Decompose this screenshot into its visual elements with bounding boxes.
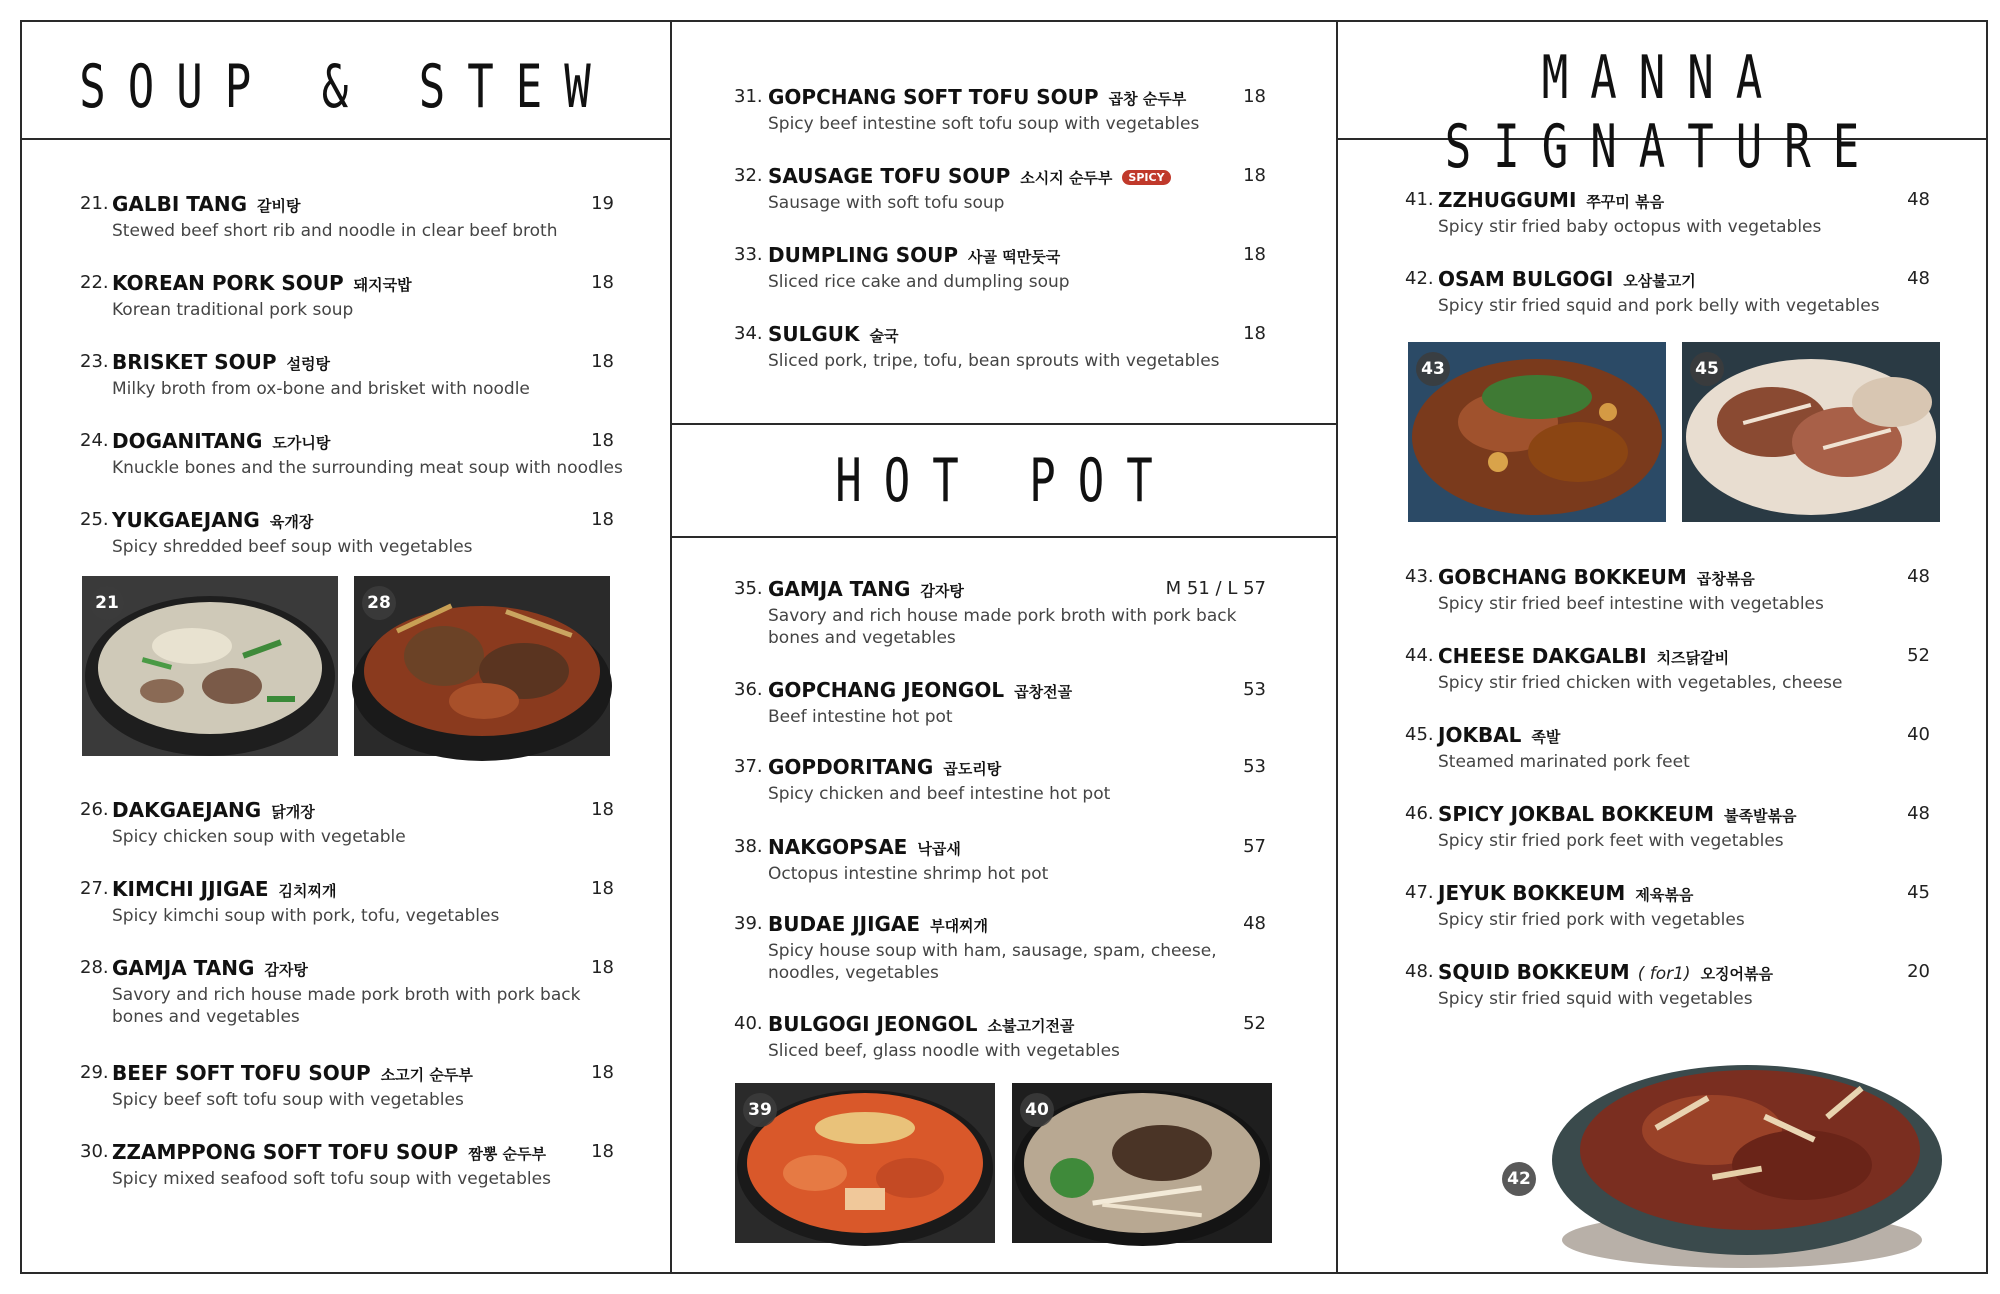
- item-korean-name: 감자탕: [920, 582, 964, 600]
- item-price: 18: [1243, 165, 1266, 186]
- item-description: Savory and rich house made pork broth with pork back bones and vegetables: [112, 985, 581, 1027]
- item-name-text: DAKGAEJANG: [112, 798, 262, 822]
- item-name-text: GOPDORITANG: [768, 755, 934, 779]
- signature-column: [1338, 20, 1988, 1274]
- item-korean-name: 곱도리탕: [943, 760, 1002, 778]
- item-price: 45: [1907, 882, 1930, 903]
- item-description: Beef intestine hot pot: [768, 707, 953, 727]
- item-name-text: BULGOGI JEONGOL: [768, 1012, 978, 1036]
- item-number: 48.: [1405, 961, 1434, 982]
- item-price: 53: [1243, 756, 1266, 777]
- item-number: 36.: [734, 679, 763, 700]
- item-description: Sausage with soft tofu soup: [768, 193, 1005, 213]
- tofu-hotpot-column: [672, 20, 1338, 1274]
- item-price: 48: [1907, 803, 1930, 824]
- spicy-badge: SPICY: [1122, 170, 1170, 185]
- item-name: [112, 877, 337, 901]
- item-number: 22.: [80, 272, 109, 293]
- item-name: [768, 85, 1186, 109]
- item-name-text: ZZAMPPONG SOFT TOFU SOUP: [112, 1140, 459, 1164]
- hot-pot-heading: HOT POT: [835, 447, 1175, 516]
- item-description: Spicy house soup with ham, sausage, spam, cheese, noodles, vegetables: [768, 941, 1217, 983]
- item-description: Spicy kimchi soup with pork, tofu, vegetables: [112, 906, 500, 926]
- photo-budae-jjigae: [735, 1083, 995, 1243]
- item-description: Milky broth from ox-bone and brisket with noodle: [112, 379, 530, 399]
- item-name-text: JEYUK BOKKEUM: [1438, 881, 1626, 905]
- item-name-text: GOBCHANG BOKKEUM: [1438, 565, 1687, 589]
- item-name-text: SULGUK: [768, 322, 860, 346]
- item-number: 47.: [1405, 882, 1434, 903]
- item-name-text: SQUID BOKKEUM: [1438, 960, 1630, 984]
- item-name-text: BRISKET SOUP: [112, 350, 277, 374]
- item-description: Spicy mixed seafood soft tofu soup with vegetables: [112, 1169, 551, 1189]
- item-name: [768, 835, 961, 859]
- item-description: Spicy stir fried squid and pork belly with vegetables: [1438, 296, 1880, 316]
- item-price: 48: [1907, 189, 1930, 210]
- item-number: 38.: [734, 836, 763, 857]
- item-description: Spicy stir fried pork feet with vegetables: [1438, 831, 1784, 851]
- item-name-text: GOPCHANG SOFT TOFU SOUP: [768, 85, 1099, 109]
- item-number: 28.: [80, 957, 109, 978]
- photo-osam-bulgogi: [1507, 1040, 1942, 1272]
- item-name-text: SPICY JOKBAL BOKKEUM: [1438, 802, 1715, 826]
- item-number: 45.: [1405, 724, 1434, 745]
- item-number: 25.: [80, 509, 109, 530]
- item-number: 31.: [734, 86, 763, 107]
- item-description: Korean traditional pork soup: [112, 300, 354, 320]
- item-number: 42.: [1405, 268, 1434, 289]
- item-number: 23.: [80, 351, 109, 372]
- item-description: Spicy stir fried pork with vegetables: [1438, 910, 1745, 930]
- item-number: 27.: [80, 878, 109, 899]
- item-price: 57: [1243, 836, 1266, 857]
- item-price: M 51 / L 57: [1165, 578, 1266, 599]
- item-price: 18: [591, 957, 614, 978]
- item-name: [112, 192, 301, 216]
- item-price: 52: [1907, 645, 1930, 666]
- item-description: Spicy chicken and beef intestine hot pot: [768, 784, 1111, 804]
- item-name-text: BEEF SOFT TOFU SOUP: [112, 1061, 371, 1085]
- item-name-text: GAMJA TANG: [112, 956, 255, 980]
- item-number: 41.: [1405, 189, 1434, 210]
- item-name-text: NAKGOPSAE: [768, 835, 908, 859]
- item-price: 18: [591, 1062, 614, 1083]
- item-name: [1438, 644, 1729, 668]
- item-name: [1438, 881, 1693, 905]
- photo-jokbal: [1682, 342, 1940, 522]
- item-korean-name: 사골 떡만둣국: [968, 248, 1061, 266]
- item-name: [768, 912, 988, 936]
- photo-bulgogi-jeongol: [1012, 1083, 1272, 1243]
- item-name: [112, 1140, 546, 1164]
- item-description: Spicy stir fried chicken with vegetables, cheese: [1438, 673, 1843, 693]
- item-number: 44.: [1405, 645, 1434, 666]
- item-korean-name: 김치찌개: [278, 882, 337, 900]
- item-name: [768, 678, 1072, 702]
- item-name-text: GALBI TANG: [112, 192, 248, 216]
- item-name: [768, 577, 964, 601]
- item-number: 34.: [734, 323, 763, 344]
- item-name-text: YUKGAEJANG: [112, 508, 260, 532]
- item-korean-name: 설렁탕: [286, 355, 331, 373]
- item-name: [112, 429, 330, 453]
- item-korean-name: 쭈꾸미 볶음: [1586, 193, 1665, 211]
- item-name: [768, 755, 1001, 779]
- item-number: 39.: [734, 913, 763, 934]
- photo-number-badge: 28: [362, 586, 396, 620]
- photo-number-badge: 21: [90, 586, 124, 620]
- item-korean-name: 돼지국밥: [353, 276, 412, 294]
- item-korean-name: 곱창전골: [1014, 683, 1073, 701]
- item-korean-name: 갈비탕: [257, 197, 301, 215]
- photo-gobchang-bokkeum: [1408, 342, 1666, 522]
- item-name-text: CHEESE DAKGALBI: [1438, 644, 1647, 668]
- item-description: Spicy stir fried baby octopus with vegetables: [1438, 217, 1822, 237]
- item-price: 18: [591, 351, 614, 372]
- item-price: 18: [591, 878, 614, 899]
- photo-number-badge: 45: [1690, 352, 1724, 386]
- item-korean-name: 도가니탕: [272, 434, 331, 452]
- item-number: 32.: [734, 165, 763, 186]
- item-description: Stewed beef short rib and noodle in clear beef broth: [112, 221, 558, 241]
- item-description: Steamed marinated pork feet: [1438, 752, 1690, 772]
- item-price: 18: [1243, 323, 1266, 344]
- item-price: 48: [1907, 566, 1930, 587]
- photo-number-badge: 39: [743, 1093, 777, 1127]
- item-korean-name: 곱창볶음: [1696, 570, 1755, 588]
- item-price: 18: [591, 799, 614, 820]
- item-name-text: GAMJA TANG: [768, 577, 911, 601]
- item-name: [768, 322, 899, 346]
- item-korean-name: 부대찌개: [930, 917, 989, 935]
- item-price: 20: [1907, 961, 1930, 982]
- photo-number-badge: 40: [1020, 1093, 1054, 1127]
- item-price: 48: [1907, 268, 1930, 289]
- photo-galbi-tang: [82, 576, 338, 756]
- photo-number-badge: 43: [1416, 352, 1450, 386]
- item-name-text: DOGANITANG: [112, 429, 263, 453]
- item-korean-name: 닭개장: [271, 803, 315, 821]
- item-name: [768, 1012, 1074, 1036]
- item-korean-name: 감자탕: [264, 961, 308, 979]
- item-name: [112, 271, 412, 295]
- item-description: Octopus intestine shrimp hot pot: [768, 864, 1049, 884]
- item-description: Spicy stir fried beef intestine with vegetables: [1438, 594, 1824, 614]
- item-number: 26.: [80, 799, 109, 820]
- item-name: [768, 164, 1171, 188]
- item-number: 33.: [734, 244, 763, 265]
- item-korean-name: 오징어볶음: [1700, 965, 1774, 983]
- item-name: [112, 1061, 473, 1085]
- photo-gamja-tang: [354, 576, 610, 756]
- item-price: 48: [1243, 913, 1266, 934]
- photo-number-badge: 42: [1502, 1162, 1536, 1196]
- item-price: 18: [1243, 244, 1266, 265]
- item-name-text: KIMCHI JJIGAE: [112, 877, 269, 901]
- item-korean-name: 소시지 순두부: [1020, 169, 1113, 187]
- item-name: [112, 798, 315, 822]
- item-price: 19: [591, 193, 614, 214]
- item-name-text: KOREAN PORK SOUP: [112, 271, 344, 295]
- item-description: Spicy chicken soup with vegetable: [112, 827, 406, 847]
- item-description: Sliced rice cake and dumpling soup: [768, 272, 1070, 292]
- item-korean-name: 곱창 순두부: [1108, 90, 1187, 108]
- item-price: 18: [1243, 86, 1266, 107]
- item-korean-name: 불족발볶음: [1724, 807, 1797, 825]
- item-number: 35.: [734, 578, 763, 599]
- item-name: [1438, 802, 1797, 826]
- item-description: Sliced pork, tripe, tofu, bean sprouts with vegetables: [768, 351, 1220, 371]
- item-portion-note: ( for1): [1637, 964, 1691, 984]
- item-name-text: ZZHUGGUMI: [1438, 188, 1577, 212]
- item-name: [1438, 960, 1773, 984]
- item-number: 30.: [80, 1141, 109, 1162]
- manna-signature-heading: MANNA SIGNATURE: [1444, 44, 1882, 182]
- item-number: 40.: [734, 1013, 763, 1034]
- item-korean-name: 소고기 순두부: [380, 1066, 473, 1084]
- item-price: 18: [591, 1141, 614, 1162]
- item-description: Spicy beef soft tofu soup with vegetables: [112, 1090, 464, 1110]
- item-description: Savory and rich house made pork broth with pork back bones and vegetables: [768, 606, 1237, 648]
- item-number: 21.: [80, 193, 109, 214]
- item-korean-name: 소불고기전골: [987, 1017, 1075, 1035]
- item-number: 29.: [80, 1062, 109, 1083]
- item-name: [112, 956, 308, 980]
- item-korean-name: 육개장: [269, 513, 314, 531]
- item-korean-name: 낙곱새: [917, 840, 961, 858]
- item-number: 24.: [80, 430, 109, 451]
- item-price: 53: [1243, 679, 1266, 700]
- item-name-text: DUMPLING SOUP: [768, 243, 959, 267]
- soup-stew-heading: SOUP & STEW: [79, 53, 613, 122]
- item-korean-name: 오삼불고기: [1623, 272, 1696, 290]
- item-number: 43.: [1405, 566, 1434, 587]
- item-description: Spicy shredded beef soup with vegetables: [112, 537, 473, 557]
- item-korean-name: 제육볶음: [1635, 886, 1694, 904]
- item-name: [112, 350, 330, 374]
- item-name: [1438, 723, 1560, 747]
- item-name: [1438, 188, 1664, 212]
- item-name-text: BUDAE JJIGAE: [768, 912, 921, 936]
- item-description: Spicy beef intestine soft tofu soup with vegetables: [768, 114, 1200, 134]
- soup-stew-column: [20, 20, 672, 1274]
- item-number: 46.: [1405, 803, 1434, 824]
- item-name-text: GOPCHANG JEONGOL: [768, 678, 1005, 702]
- item-name: [112, 508, 313, 532]
- item-description: Spicy stir fried squid with vegetables: [1438, 989, 1753, 1009]
- item-name-text: JOKBAL: [1438, 723, 1522, 747]
- item-description: Knuckle bones and the surrounding meat soup with noodles: [112, 458, 623, 478]
- item-price: 52: [1243, 1013, 1266, 1034]
- item-price: 18: [591, 430, 614, 451]
- item-price: 18: [591, 272, 614, 293]
- item-description: Sliced beef, glass noodle with vegetables: [768, 1041, 1120, 1061]
- item-korean-name: 술국: [869, 327, 899, 345]
- item-korean-name: 치즈닭갈비: [1656, 649, 1730, 667]
- item-korean-name: 짬뽕 순두부: [468, 1145, 546, 1163]
- item-price: 18: [591, 509, 614, 530]
- item-name-text: OSAM BULGOGI: [1438, 267, 1614, 291]
- item-name: [1438, 565, 1755, 589]
- item-name-text: SAUSAGE TOFU SOUP: [768, 164, 1011, 188]
- item-korean-name: 족발: [1531, 728, 1561, 746]
- item-number: 37.: [734, 756, 763, 777]
- item-price: 40: [1907, 724, 1930, 745]
- item-name: [768, 243, 1060, 267]
- item-name: [1438, 267, 1696, 291]
